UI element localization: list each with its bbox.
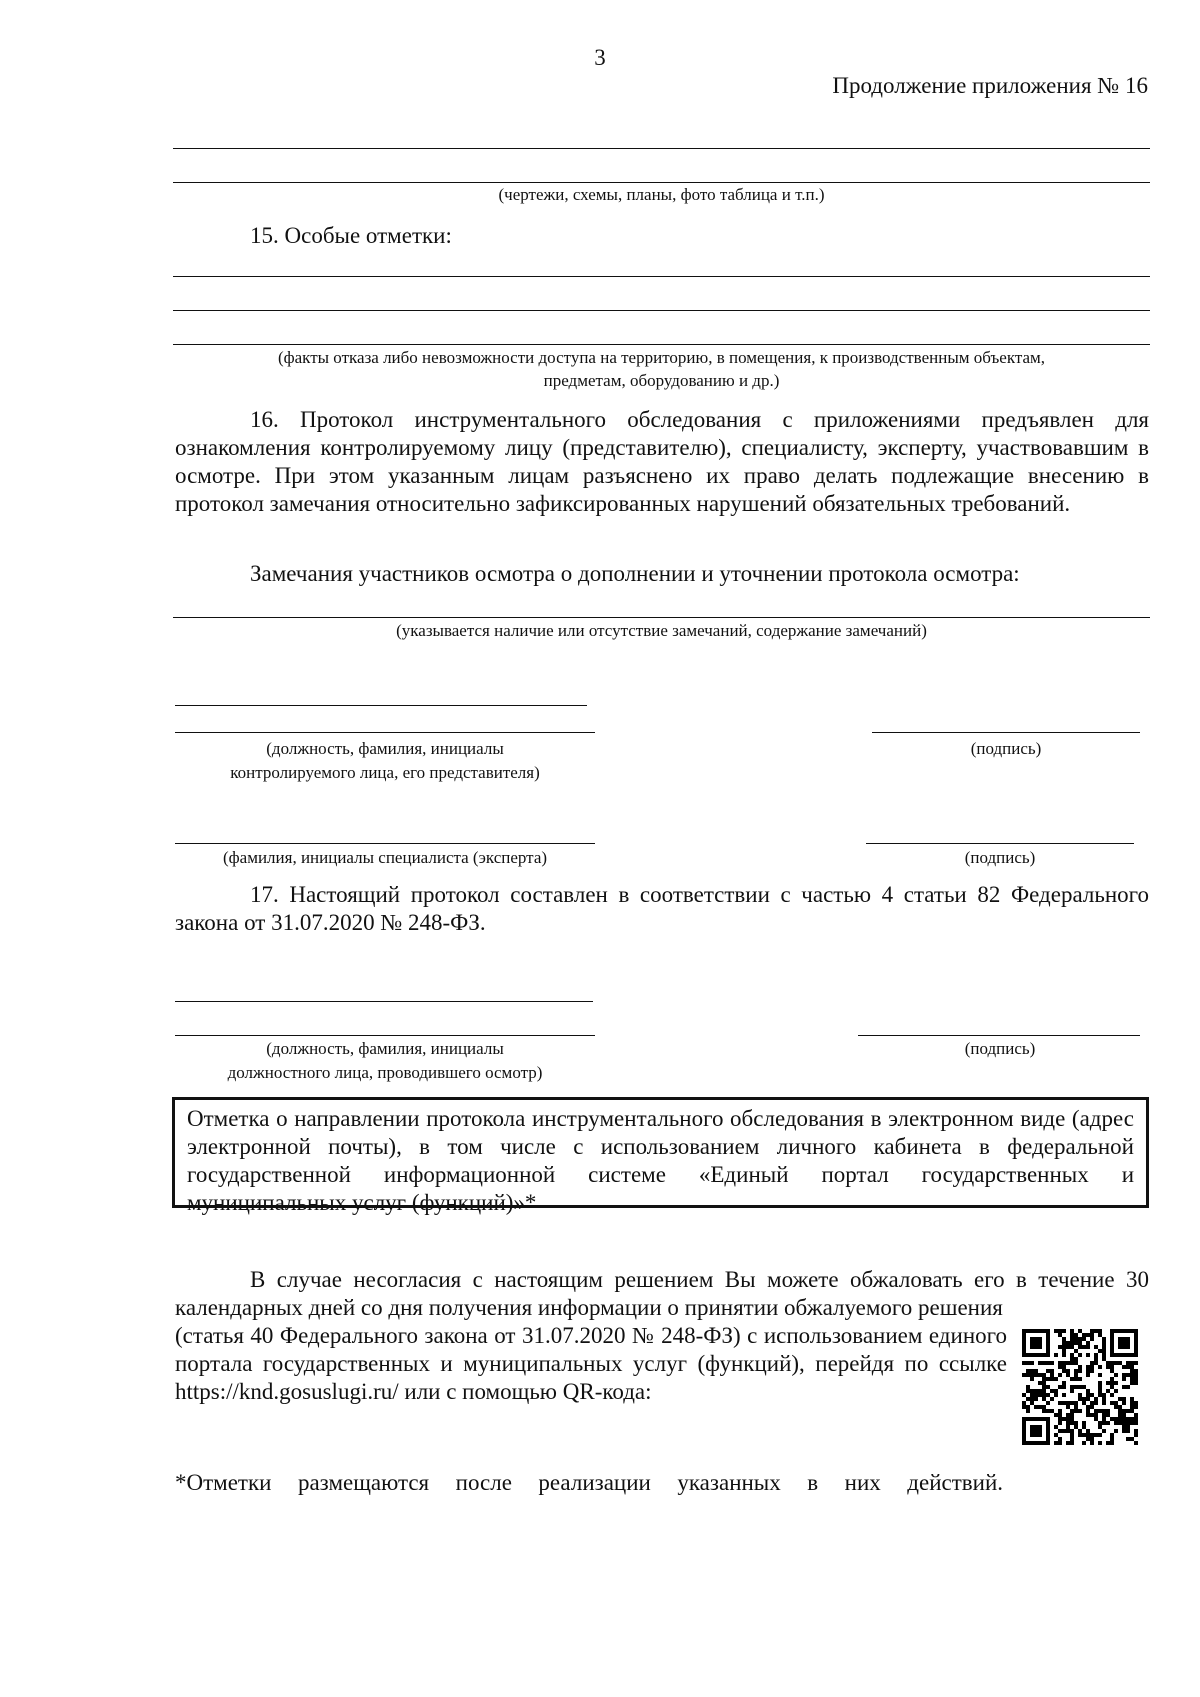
section-15-caption-1: (факты отказа либо невозможности доступа на территорию, в помещения, к производственным объектам, [277, 348, 1046, 367]
appeal-paragraph-bottom: (статья 40 Федерального закона от 31.07.2020 № 248-ФЗ) с использованием единого портала государственных и муниципальных услуг (функций), перейдя по ссылке https://knd.gosuslugi.ru/ или с помощью QR-кода: [175, 1323, 1007, 1404]
signature-3-left-caption-1: (должность, фамилия, инициалы [266, 1039, 504, 1058]
section-15-title: 15. Особые отметки: [250, 223, 452, 248]
electronic-notice-text: Отметка о направлении протокола инструментального обследования в электронном виде (адрес электронной почты), в том числе с использованием личного кабинета в федеральной государственной информационной системе «Единый портал государственных и муниципальных услуг (функций)»* [187, 1106, 1134, 1215]
remarks-caption: (указывается наличие или отсутствие замечаний, содержание замечаний) [396, 621, 927, 640]
signature-3-line-sign [858, 1035, 1140, 1036]
signature-2-line-sign [866, 843, 1134, 844]
section-15-line-2 [173, 310, 1150, 311]
footnote: *Отметки размещаются после реализации указанных в них действий. [175, 1470, 1003, 1495]
signature-1-left-caption-2: контролируемого лица, его представителя) [230, 763, 540, 782]
signature-1-line-name [175, 732, 595, 733]
signature-1-line-sign [872, 732, 1140, 733]
drawings-line-1 [173, 148, 1150, 149]
section-15-line-3 [173, 344, 1150, 345]
section-15-caption-2: предметам, оборудованию и др.) [543, 371, 780, 390]
remarks-line [173, 617, 1150, 618]
signature-3-line-top [175, 1001, 593, 1002]
drawings-caption: (чертежи, схемы, планы, фото таблица и т.п.) [498, 185, 825, 204]
signature-3-line-name [175, 1035, 595, 1036]
electronic-notice-box [172, 1097, 1149, 1215]
continuation-label: Продолжение приложения № 16 [832, 73, 1148, 98]
section-16-paragraph: 16. Протокол инструментального обследования с приложениями предъявлен для ознакомления контролируемому лицу (представителю), специалисту, эксперту, участвовавшим в осмотре. При этом указанным лицам разъяснено их право делать подлежащие внесению в протокол замечания относительно зафиксированных нарушений обязательных требований. [175, 407, 1149, 516]
signature-2-line-name [175, 843, 595, 844]
signature-1-line-top [175, 705, 587, 706]
signature-1-left-caption-1: (должность, фамилия, инициалы [266, 739, 504, 758]
signature-3-left-caption-2: должностного лица, проводившего осмотр) [227, 1063, 543, 1082]
qr-code-icon[interactable] [1014, 1321, 1146, 1453]
drawings-line-2 [173, 182, 1150, 183]
appeal-paragraph-top: В случае несогласия с настоящим решением Вы можете обжаловать его в течение 30 календарных дней со дня получения информации о принятии обжалуемого решения [175, 1267, 1149, 1320]
signature-2-right-caption: (подпись) [964, 848, 1036, 867]
signature-2-left-caption: (фамилия, инициалы специалиста (эксперта) [222, 848, 548, 867]
section-16-remarks-label: Замечания участников осмотра о дополнении и уточнении протокола осмотра: [250, 561, 1020, 586]
signature-3-right-caption: (подпись) [964, 1039, 1036, 1058]
section-15-line-1 [173, 276, 1150, 277]
signature-1-right-caption: (подпись) [970, 739, 1042, 758]
section-17-paragraph: 17. Настоящий протокол составлен в соответствии с частью 4 статьи 82 Федерального закона от 31.07.2020 № 248-ФЗ. [175, 882, 1149, 935]
page-number: 3 [594, 45, 606, 70]
